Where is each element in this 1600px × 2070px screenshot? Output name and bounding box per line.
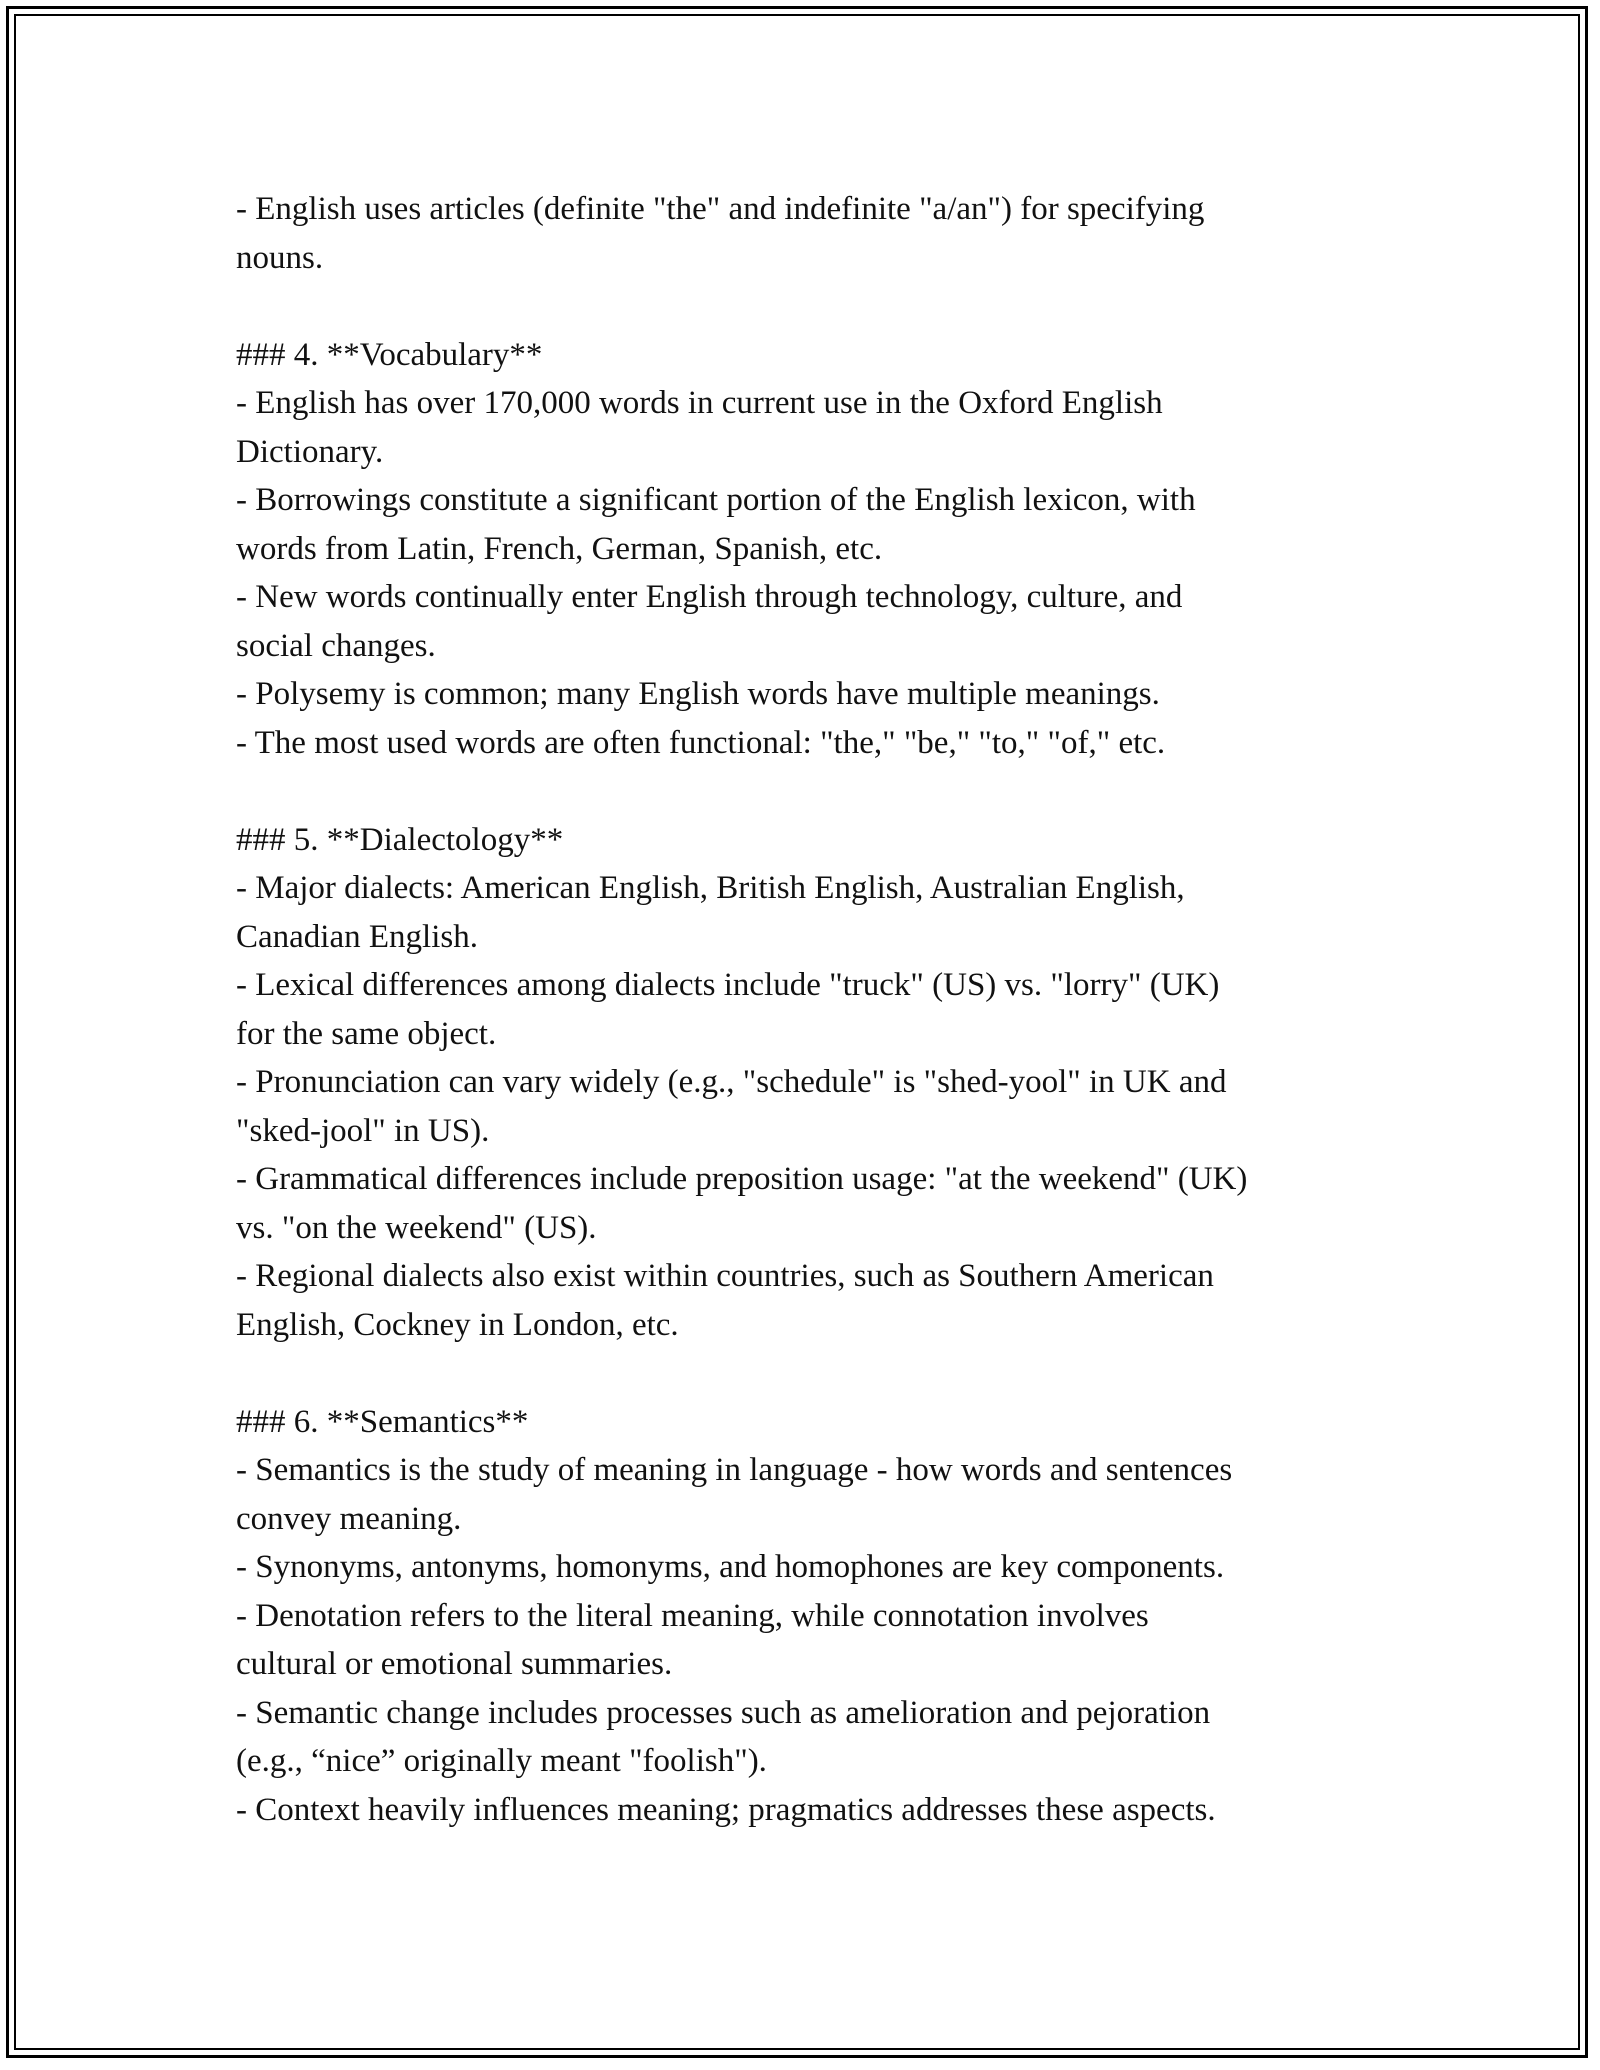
paragraph-line: - Synonyms, antonyms, homonyms, and homophones are key components.: [236, 1549, 1225, 1585]
paragraph-line: - Regional dialects also exist within countries, such as Southern American: [236, 1258, 1214, 1294]
section-heading: [236, 331, 1366, 380]
heading-text: ### 5. **Dialectology**: [236, 821, 564, 858]
paragraph-line: Canadian English.: [236, 918, 478, 955]
paragraph-line: - Polysemy is common; many English words have multiple meanings.: [236, 676, 1160, 712]
paragraph-line: "sked-jool" in US).: [236, 1112, 490, 1149]
bullet-item: [236, 1446, 1366, 1543]
paragraph-line: vs. "on the weekend" (US).: [236, 1209, 597, 1246]
section-heading: [236, 816, 1366, 865]
paragraph-line: - New words continually enter English through technology, culture, and: [236, 579, 1183, 615]
paragraph-line: - Semantic change includes processes such as amelioration and pejoration: [236, 1694, 1211, 1731]
paragraph-line: nouns.: [236, 239, 324, 276]
bullet-item: [236, 476, 1366, 573]
paragraph-line: - Pronunciation can vary widely (e.g., "schedule" is "shed-yool" in UK and: [236, 1064, 1227, 1100]
heading-text: ### 6. **Semantics**: [236, 1403, 529, 1440]
paragraph-line: for the same object.: [236, 1015, 497, 1052]
bullet-item: [236, 670, 1366, 719]
bullet-item: [236, 1543, 1366, 1592]
paragraph-line: - English uses articles (definite "the" and indefinite "a/an") for specifying: [236, 191, 1205, 227]
paragraph-line: convey meaning.: [236, 1500, 462, 1537]
bullet-item: [236, 961, 1366, 1058]
blank-line: [236, 767, 1366, 816]
paragraph-line: - Denotation refers to the literal meaning, while connotation involves: [236, 1597, 1149, 1634]
bullet-item: [236, 1689, 1366, 1786]
paragraph-line: cultural or emotional summaries.: [236, 1646, 673, 1682]
bullet-item: [236, 864, 1366, 961]
bullet-item: [236, 1155, 1366, 1252]
paragraph-line: - English has over 170,000 words in current use in the Oxford English: [236, 385, 1163, 421]
paragraph-line: - Context heavily influences meaning; pragmatics addresses these aspects.: [236, 1791, 1216, 1828]
paragraph-line: - Semantics is the study of meaning in language - how words and sentences: [236, 1452, 1233, 1488]
paragraph-line: (e.g., “nice” originally meant "foolish").: [236, 1743, 767, 1779]
blank-line: [236, 282, 1366, 331]
bullet-item: [236, 185, 1366, 282]
paragraph-line: - Borrowings constitute a significant portion of the English lexicon, with: [236, 482, 1196, 518]
paragraph-line: Dictionary.: [236, 433, 384, 470]
bullet-item: [236, 573, 1366, 670]
bullet-item: [236, 1058, 1366, 1155]
paragraph-line: - Major dialects: American English, British English, Australian English,: [236, 870, 1185, 906]
bullet-item: [236, 1786, 1366, 1835]
bullet-item: [236, 1592, 1366, 1689]
bullet-item: [236, 719, 1366, 768]
paragraph-line: - The most used words are often functional: "the," "be," "to," "of," etc.: [236, 724, 1166, 761]
paragraph-line: words from Latin, French, German, Spanish, etc.: [236, 530, 883, 567]
section-heading: [236, 1398, 1366, 1447]
bullet-item: [236, 379, 1366, 476]
blank-line: [236, 1349, 1366, 1398]
paragraph-line: English, Cockney in London, etc.: [236, 1306, 679, 1343]
heading-text: ### 4. **Vocabulary**: [236, 336, 543, 373]
bullet-item: [236, 1252, 1366, 1349]
paragraph-line: - Lexical differences among dialects include "truck" (US) vs. "lorry" (UK): [236, 967, 1220, 1003]
paragraph-line: social changes.: [236, 627, 436, 664]
document-body: [236, 185, 1366, 1834]
paragraph-line: - Grammatical differences include preposition usage: "at the weekend" (UK): [236, 1161, 1248, 1197]
